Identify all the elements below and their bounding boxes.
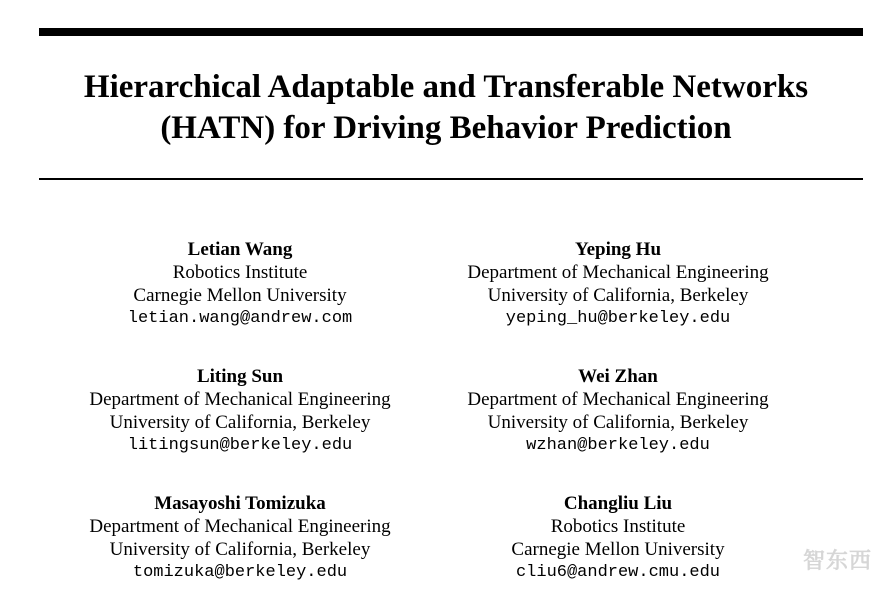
bottom-rule bbox=[39, 178, 863, 180]
author-block bbox=[40, 238, 440, 330]
author-affiliation: Department of Mechanical Engineering bbox=[89, 516, 391, 537]
author-name: Changliu Liu bbox=[563, 493, 673, 514]
author-affiliation: Department of Mechanical Engineering bbox=[467, 389, 769, 410]
author-block bbox=[418, 365, 818, 457]
watermark-logo: 智东西 bbox=[802, 549, 872, 574]
author-email: tomizuka@berkeley.edu bbox=[132, 563, 348, 582]
author-block bbox=[40, 365, 440, 457]
author-affiliation: Department of Mechanical Engineering bbox=[467, 262, 769, 283]
author-block bbox=[40, 492, 440, 584]
author-email: wzhan@berkeley.edu bbox=[526, 436, 710, 455]
author-name: Yeping Hu bbox=[574, 239, 662, 260]
top-rule bbox=[39, 28, 863, 36]
title-line-1: Hierarchical Adaptable and Transferable Networks bbox=[83, 69, 809, 105]
author-institution: University of California, Berkeley bbox=[109, 412, 371, 433]
author-affiliation: Department of Mechanical Engineering bbox=[89, 389, 391, 410]
author-email: cliu6@andrew.cmu.edu bbox=[515, 563, 721, 582]
author-email: litingsun@berkeley.edu bbox=[127, 436, 353, 455]
author-affiliation: Robotics Institute bbox=[550, 516, 686, 537]
author-email: yeping_hu@berkeley.edu bbox=[505, 309, 731, 328]
author-institution: Carnegie Mellon University bbox=[511, 539, 725, 560]
author-name: Masayoshi Tomizuka bbox=[154, 493, 326, 514]
paper-title bbox=[0, 67, 892, 149]
title-line-2: (HATN) for Driving Behavior Prediction bbox=[160, 110, 732, 146]
author-institution: University of California, Berkeley bbox=[487, 285, 749, 306]
author-name: Liting Sun bbox=[196, 366, 284, 387]
author-institution: University of California, Berkeley bbox=[487, 412, 749, 433]
author-institution: University of California, Berkeley bbox=[109, 539, 371, 560]
author-block bbox=[418, 492, 818, 584]
author-institution: Carnegie Mellon University bbox=[133, 285, 347, 306]
author-name: Wei Zhan bbox=[578, 366, 658, 387]
author-email: letian.wang@andrew.com bbox=[127, 309, 353, 328]
author-affiliation: Robotics Institute bbox=[172, 262, 308, 283]
author-name: Letian Wang bbox=[187, 239, 293, 260]
author-block bbox=[418, 238, 818, 330]
